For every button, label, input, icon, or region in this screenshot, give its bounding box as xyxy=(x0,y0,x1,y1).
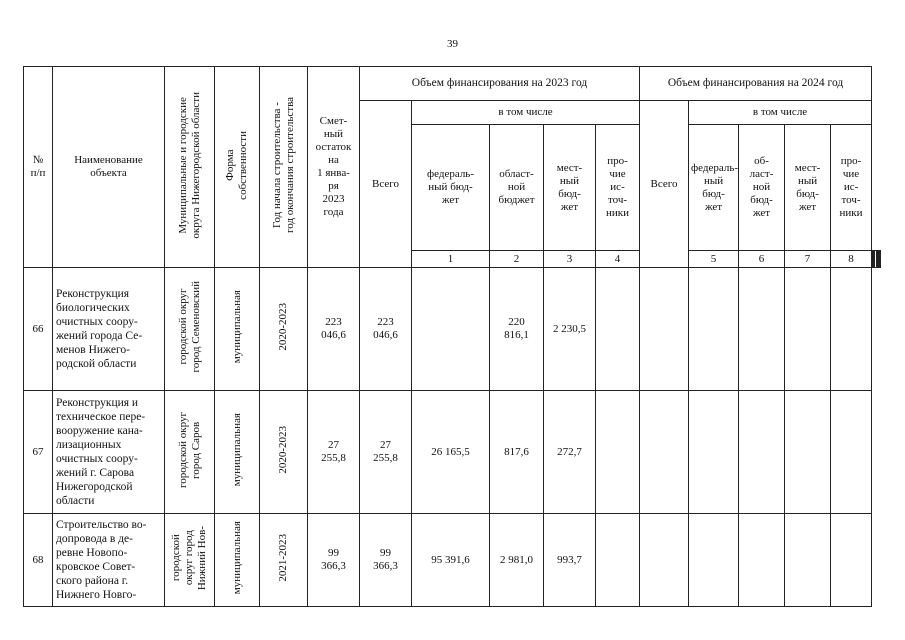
row-regional-2023: 817,6 xyxy=(490,391,544,514)
column-number: 1 xyxy=(412,251,490,268)
row-local-2023: 2 230,5 xyxy=(544,268,596,391)
row-num: 66 xyxy=(24,268,53,391)
header-regional-2024: об- ласт- ной бюд- жет xyxy=(739,125,785,251)
row-regional-2023: 220 816,1 xyxy=(490,268,544,391)
row-local-2024 xyxy=(785,514,831,607)
row-other-2023 xyxy=(596,268,640,391)
row-total-2024 xyxy=(640,268,689,391)
header-num: № п/п xyxy=(24,67,53,268)
row-total-2023: 99 366,3 xyxy=(360,514,412,607)
column-number: 5 xyxy=(689,251,739,268)
row-total-2024 xyxy=(640,514,689,607)
header-ownership: Форма собственности xyxy=(215,67,260,268)
row-federal-2023: 26 165,5 xyxy=(412,391,490,514)
header-remainder: Смет- ный остаток на 1 янва- ря 2023 года xyxy=(308,67,360,268)
row-regional-2023: 2 981,0 xyxy=(490,514,544,607)
header-other-2024: про- чие ис- точ- ники xyxy=(831,125,872,251)
row-remainder: 99 366,3 xyxy=(308,514,360,607)
row-num: 67 xyxy=(24,391,53,514)
header-total-2024: Всего xyxy=(640,101,689,268)
column-number: 3 xyxy=(544,251,596,268)
row-remainder: 27 255,8 xyxy=(308,391,360,514)
row-municipality: городской округ город Саров xyxy=(165,391,215,514)
row-ownership: муниципальная xyxy=(215,514,260,607)
row-years: 2021-2023 xyxy=(260,514,308,607)
header-including-2023: в том числе xyxy=(412,101,640,125)
row-total-2023: 223 046,6 xyxy=(360,268,412,391)
row-local-2024 xyxy=(785,268,831,391)
row-other-2023 xyxy=(596,514,640,607)
header-local-2024: мест- ный бюд- жет xyxy=(785,125,831,251)
header-years: Год начала строительства - год окончания строительства xyxy=(260,67,308,268)
row-name: Реконструкция и техническое пере- вооружение кана- лизационных очистных соору- жений г. Сарова Нижегородской области xyxy=(53,391,165,514)
row-local-2023: 272,7 xyxy=(544,391,596,514)
header-regional-2023: област- ной бюджет xyxy=(490,125,544,251)
row-name: Строительство во- допровода в де- ревне Новопо- кровское Совет- ского района г. Нижнего Новго- xyxy=(53,514,165,607)
header-including-2024: в том числе xyxy=(689,101,872,125)
column-number: 8 xyxy=(831,251,872,268)
page-number: 39 xyxy=(447,38,458,50)
header-row-1 xyxy=(24,67,881,101)
row-years: 2020-2023 xyxy=(260,391,308,514)
row-federal-2024 xyxy=(689,268,739,391)
row-local-2024 xyxy=(785,391,831,514)
row-regional-2024 xyxy=(739,391,785,514)
header-other-2023: про- чие ис- точ- ники xyxy=(596,125,640,251)
row-other-2024 xyxy=(831,514,872,607)
row-other-2023 xyxy=(596,391,640,514)
row-name: Реконструкция биологических очистных соору- жений города Се- менов Нижего- родской области xyxy=(53,268,165,391)
column-number xyxy=(879,251,880,268)
row-regional-2024 xyxy=(739,514,785,607)
row-num: 68 xyxy=(24,514,53,607)
row-other-2024 xyxy=(831,391,872,514)
table-row xyxy=(24,268,881,391)
row-ownership: муниципальная xyxy=(215,391,260,514)
column-number: 4 xyxy=(596,251,640,268)
table-row xyxy=(24,391,881,514)
header-municipality: Муниципальные и городские округа Нижегородской области xyxy=(165,67,215,268)
row-ownership: муниципальная xyxy=(215,268,260,391)
row-total-2024 xyxy=(640,391,689,514)
header-fin-2023: Объем финансирования на 2023 год xyxy=(360,67,640,101)
row-local-2023: 993,7 xyxy=(544,514,596,607)
row-federal-2023: 95 391,6 xyxy=(412,514,490,607)
header-federal-2023: федераль- ный бюд- жет xyxy=(412,125,490,251)
financing-table xyxy=(23,66,881,607)
header-fin-2024: Объем финансирования на 2024 год xyxy=(640,67,872,101)
header-federal-2024: федераль- ный бюд- жет xyxy=(689,125,739,251)
row-federal-2024 xyxy=(689,514,739,607)
row-municipality: городской округ город Нижний Нов- xyxy=(165,514,215,607)
row-remainder: 223 046,6 xyxy=(308,268,360,391)
row-federal-2024 xyxy=(689,391,739,514)
column-number: 7 xyxy=(785,251,831,268)
column-number: 6 xyxy=(739,251,785,268)
row-total-2023: 27 255,8 xyxy=(360,391,412,514)
row-other-2024 xyxy=(831,268,872,391)
header-local-2023: мест- ный бюд- жет xyxy=(544,125,596,251)
row-years: 2020-2023 xyxy=(260,268,308,391)
row-federal-2023 xyxy=(412,268,490,391)
row-regional-2024 xyxy=(739,268,785,391)
header-total-2023: Всего xyxy=(360,101,412,268)
table-row xyxy=(24,514,881,607)
column-number: 2 xyxy=(490,251,544,268)
row-municipality: городской округ город Семеновский xyxy=(165,268,215,391)
header-name: Наименование объекта xyxy=(53,67,165,268)
